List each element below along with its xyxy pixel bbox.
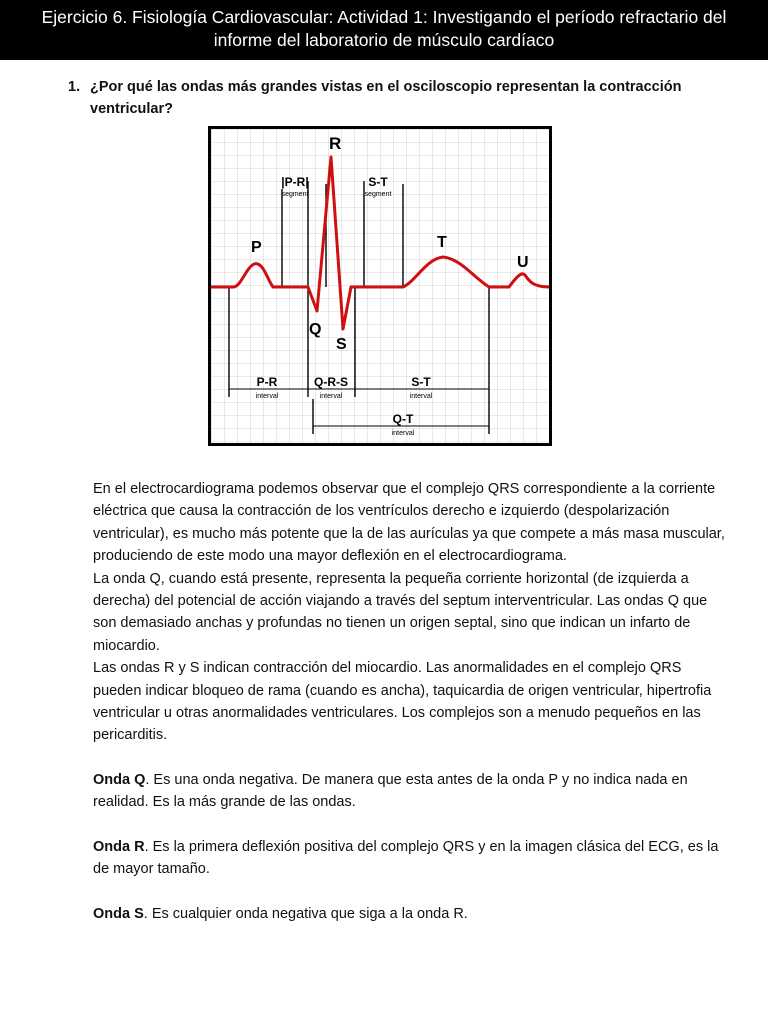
paragraph-q-wave: La onda Q, cuando está presente, representa la pequeña corriente horizontal (de izquierda a derecha) del potencial de acción viajando a través del septum interventricular. Las ondas Q que son demasiado anchas y profundas no tienen un origen septal, sino que indican un infarto de miocardio.	[93, 570, 708, 654]
label-u: U	[517, 254, 529, 271]
label-pr-segment-sub: segment	[281, 191, 309, 198]
ecg-diagram	[208, 126, 552, 446]
onda-s-text: . Es cualquier onda negativa que siga a la onda R.	[143, 905, 468, 922]
answer-text	[93, 478, 733, 925]
paragraph-r-s-waves: Las ondas R y S indican contracción del miocardio. Las anormalidades en el complejo QRS pueden indicar bloqueo de rama (cuando es ancha), taquicardia de origen ventricular, hipertrofia ventricular u otras anormalidades ventriculares. Los complejos son a menudo pequeños en las pericarditis.	[93, 660, 712, 744]
label-st-interval: S-T	[411, 375, 431, 389]
label-t: T	[437, 234, 447, 251]
document-header	[0, 0, 768, 60]
label-q: Q	[309, 321, 322, 338]
paragraph-onda-r	[93, 836, 733, 881]
onda-r-text: . Es la primera deflexión positiva del complejo QRS y en la imagen clásica del ECG, es la de mayor tamaño.	[93, 838, 719, 878]
paragraph-onda-q	[93, 769, 733, 814]
paragraph-qrs: En el electrocardiograma podemos observar que el complejo QRS correspondiente a la corriente eléctrica que causa la contracción de los ventrículos derecho e izquierdo (despolarización ventricular), es mucho más potente que la de las aurículas ya que compete a más masa muscular, produciendo de este modo una mayor deflexión en el electrocardiograma.	[93, 481, 725, 565]
paragraph-onda-s	[93, 903, 733, 925]
label-pr-interval: P-R	[256, 375, 278, 389]
label-qt-interval-sub: interval	[391, 430, 415, 437]
label-qrs-interval: Q-R-S	[314, 375, 348, 389]
label-st-interval-sub: interval	[409, 393, 433, 400]
label-qrs-interval-sub: interval	[319, 393, 343, 400]
label-s: S	[336, 336, 347, 353]
header-title-line-2: informe del laboratorio de músculo cardíaco	[213, 30, 555, 50]
label-st-segment: S-T	[368, 175, 388, 189]
onda-q-label: Onda Q	[93, 771, 146, 788]
label-p: P	[251, 239, 262, 256]
question-number: 1.	[68, 79, 81, 95]
label-pr-interval-sub: interval	[255, 393, 279, 400]
question-text: ¿Por qué las ondas más grandes vistas en el osciloscopio representan la contracción ventricular?	[90, 79, 682, 117]
label-st-segment-sub: segment	[364, 191, 392, 198]
onda-r-label: Onda R	[93, 838, 145, 855]
header-title-line-1: Ejercicio 6. Fisiología Cardiovascular: Actividad 1: Investigando el período refractario del	[41, 7, 727, 27]
label-pr-segment: |P-R|	[281, 175, 309, 189]
label-r: R	[329, 134, 342, 153]
label-qt-interval: Q-T	[392, 412, 414, 426]
ecg-diagram-svg	[211, 129, 549, 443]
onda-q-text: . Es una onda negativa. De manera que esta antes de la onda P y no indica nada en realidad. Es la más grande de las ondas.	[93, 771, 688, 811]
onda-s-label: Onda S	[93, 905, 144, 922]
